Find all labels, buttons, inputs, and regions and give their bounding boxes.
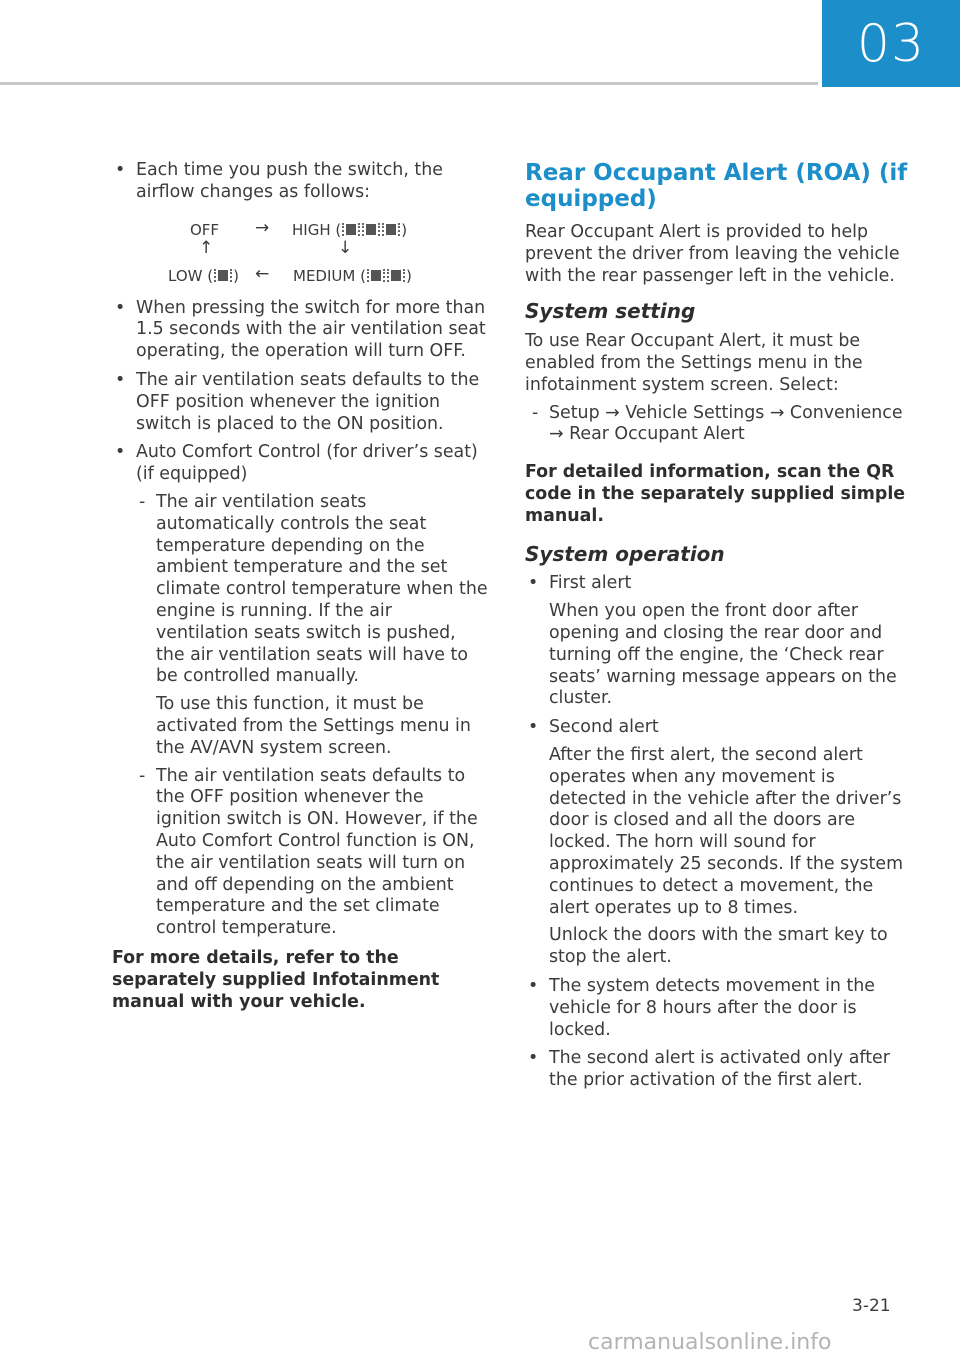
watermark: carmanualsonline.info	[588, 1330, 832, 1355]
chapter-tab	[822, 0, 960, 87]
bullet-prior-activation: • The second alert is activated only after the prior activation of the first alert.	[525, 1048, 910, 1092]
sub-item-auto-control: - The air ventilation seats automatically controls the seat temperature depending on the ambient temperature and the set climate control temperature when the engine is running. If the air ventilation seats switch is pushed, the air ventilation seats will have to be controlled manually. To use this function, it must be activated from the Settings menu in the AV/AVN system screen.	[136, 492, 488, 760]
second-alert-text: After the first alert, the second alert operates when any movement is detected in the vehicle after the driver’s door is closed and all the doors are locked. The horn will sound for approximately 25 seconds. If the system continues to detect a movement, the alert operates up to 8 times.	[549, 744, 904, 918]
chapter-number: 03	[856, 13, 926, 74]
sub-item-paragraph: To use this function, it must be activated from the Settings menu in the AV/AVN system screen.	[156, 694, 471, 758]
airflow-diagram	[112, 214, 488, 294]
fan-icon	[214, 269, 232, 282]
label-off: OFF	[190, 220, 220, 239]
arrow-right-icon: →	[255, 217, 270, 238]
roa-intro: Rear Occupant Alert is provided to help prevent the driver from leaving the vehicle with the rear passenger left in the vehicle.	[525, 222, 900, 286]
bullet-detect-movement: • The system detects movement in the vehicle for 8 hours after the door is locked.	[525, 976, 910, 1041]
second-alert-unlock: Unlock the doors with the smart key to stop the alert.	[549, 925, 888, 968]
label-medium: MEDIUM ( )	[293, 266, 412, 285]
first-alert-text: When you open the front door after opening and closing the rear door and turning off the engine, the ‘Check rear seats’ warning message appears on the cluster.	[549, 601, 897, 709]
arrow-left-icon: ←	[255, 263, 270, 284]
bullet-first-alert: • First alert When you open the front door after opening and closing the rear door and turning off the engine, the ‘Check rear seats’ warning message appears on the cluster.	[525, 573, 910, 710]
arrow-up-icon: ↑	[199, 237, 214, 258]
bullet-second-alert: • Second alert After the first alert, the second alert operates when any movement is detected in the vehicle after the driver’s door is closed and all the doors are locked. The horn will sound for approximately 25 seconds. If the system continues to detect a movement, the alert operates up to 8 times. Unlock the doors with the smart key to stop the alert.	[525, 717, 910, 969]
sub-item-defaults: - The air ventilation seats defaults to the OFF position whenever the ignition switch is ON. However, if the Auto Comfort Control function is ON, the air ventilation seats will turn on and off depending on the ambient temperature and the set climate control temperature.	[136, 766, 488, 940]
qr-note: For detailed information, scan the QR code in the separately supplied simple manual.	[525, 462, 906, 526]
auto-comfort-title: • Auto Comfort Control (for driver’s seat) (if equipped)	[136, 442, 478, 485]
system-setting-text: To use Rear Occupant Alert, it must be enabled from the Settings menu in the infotainment system screen. Select:	[525, 331, 863, 395]
left-column	[112, 160, 488, 1013]
fan-icon	[382, 223, 400, 236]
fan-icon	[387, 269, 405, 282]
label-low: LOW ( )	[168, 266, 239, 285]
section-title: Rear Occupant Alert (ROA) (if equipped)	[525, 160, 908, 212]
fan-icon	[367, 269, 385, 282]
arrow-down-icon: ↓	[338, 237, 353, 258]
fan-icon	[362, 223, 380, 236]
bullet-defaults: • The air ventilation seats defaults to the OFF position whenever the ignition switch is placed to the ON position.	[112, 370, 488, 435]
header-rule	[0, 82, 818, 85]
bullet-airflow: • Each time you push the switch, the airflow changes as follows:	[112, 160, 488, 204]
infotainment-note: For more details, refer to the separately supplied Infotainment manual with your vehicle.	[112, 947, 440, 1012]
fan-icon	[342, 223, 360, 236]
bullet-auto-comfort	[112, 442, 488, 940]
bullet-press-switch: • When pressing the switch for more than 1.5 seconds with the air ventilation seat operating, the operation will turn OFF.	[112, 298, 488, 363]
system-setting-heading: System setting	[525, 299, 696, 324]
page-number: 3-21	[852, 1296, 891, 1316]
settings-path: - Setup → Vehicle Settings → Convenience → Rear Occupant Alert	[529, 403, 910, 447]
label-high: HIGH ( )	[292, 220, 408, 239]
system-operation-heading: System operation	[525, 541, 725, 566]
right-column	[525, 160, 910, 1099]
